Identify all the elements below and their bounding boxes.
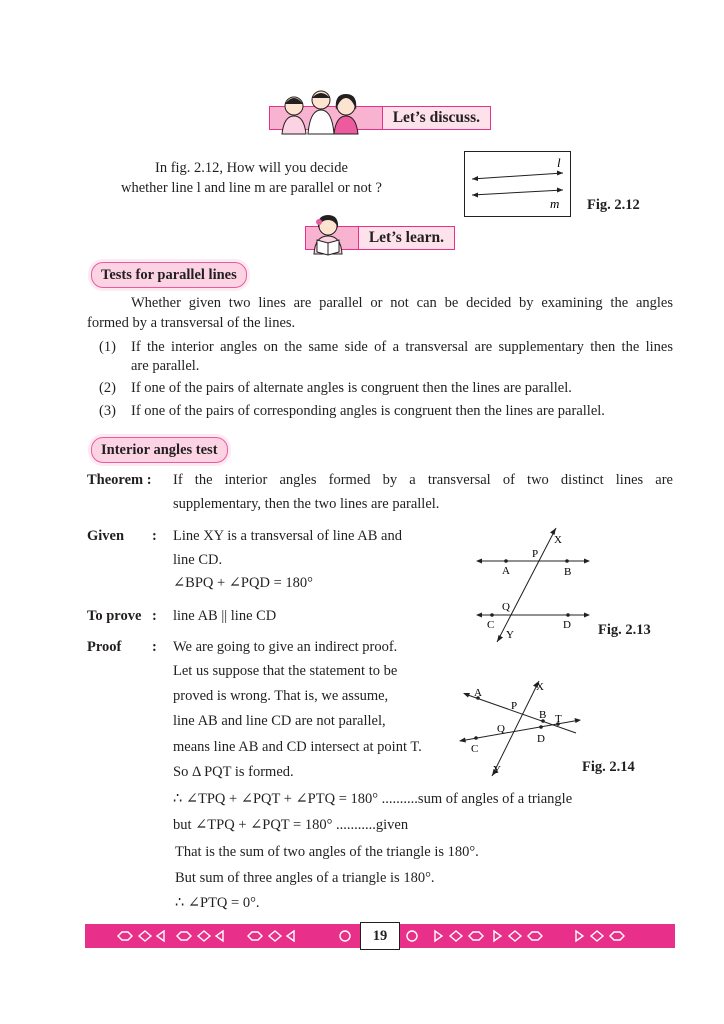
- point-c-label: C: [487, 619, 495, 631]
- given-line-1: Line XY is a transversal of line AB and: [173, 528, 402, 544]
- point-q-label: Q: [502, 601, 510, 613]
- point-c-label: C: [471, 743, 479, 755]
- lets-discuss-label: Let’s discuss.: [382, 107, 490, 129]
- proof-line: But sum of three angles of a triangle is 180°.: [175, 870, 435, 886]
- point-b-label: B: [539, 709, 547, 721]
- given-line-3: ∠BPQ + ∠PQD = 180°: [173, 575, 313, 591]
- proof-label: Proof: [87, 639, 122, 655]
- line-l-label: l: [557, 155, 561, 170]
- point-t-label: T: [555, 713, 562, 725]
- proof-line: So Δ PQT is formed.: [173, 764, 294, 780]
- tests-heading: Tests for parallel lines: [91, 262, 247, 288]
- theorem-label: Theorem :: [87, 472, 152, 488]
- reading-girl-icon: [309, 212, 347, 256]
- given-label: Given: [87, 528, 125, 544]
- question-line-2: whether line l and line m are parallel or not ?: [121, 180, 382, 196]
- point-a-label: A: [502, 565, 510, 577]
- proof-line: line AB and line CD are not parallel,: [173, 713, 386, 729]
- lets-learn-label: Let’s learn.: [358, 227, 454, 249]
- question-line-1: In fig. 2.12, How will you decide: [155, 160, 348, 176]
- line-m-label: m: [550, 196, 560, 211]
- figure-2-12: [464, 151, 571, 217]
- point-x-label: X: [536, 681, 544, 693]
- point-y-label: Y: [493, 764, 501, 776]
- to-prove-label: To prove: [87, 608, 142, 624]
- test-item-text: If one of the pairs of alternate angles is congruent then the lines are parallel.: [131, 380, 572, 396]
- point-p-label: P: [511, 700, 518, 712]
- proof-line: We are going to give an indirect proof.: [173, 639, 398, 655]
- proof-colon: :: [152, 639, 157, 655]
- test-item-number: (3): [99, 403, 116, 419]
- fig-2-14-label: Fig. 2.14: [582, 759, 635, 775]
- tests-intro-line-1: Whether given two lines are parallel or not can be decided by examining the angles: [131, 295, 673, 311]
- given-line-2: line CD.: [173, 552, 223, 568]
- test-item-text: If one of the pairs of corresponding angles is congruent then the lines are parallel.: [131, 403, 605, 419]
- test-item-number: (2): [99, 380, 116, 396]
- point-p-label: P: [532, 548, 539, 560]
- theorem-line-2: supplementary, then the two lines are parallel.: [173, 496, 440, 512]
- given-colon: :: [152, 528, 157, 544]
- point-b-label: B: [564, 566, 572, 578]
- footer-ornament-right: [402, 926, 642, 946]
- proof-line: Let us suppose that the statement to be: [173, 663, 398, 679]
- figure-2-13: [470, 522, 595, 647]
- tests-intro-line-2: formed by a transversal of the lines.: [87, 315, 296, 331]
- proof-line: means line AB and CD intersect at point T.: [173, 739, 422, 755]
- figure-2-14: [455, 672, 590, 782]
- theorem-line-1: If the interior angles formed by a transversal of two distinct lines are: [173, 472, 673, 488]
- proof-line: ∴ ∠TPQ + ∠PQT + ∠PTQ = 180° ..........sum of angles of a triangle: [173, 791, 573, 807]
- proof-line: proved is wrong. That is, we assume,: [173, 688, 389, 704]
- to-prove-colon: :: [152, 608, 157, 624]
- page-number: 19: [360, 922, 400, 950]
- children-icon: [276, 88, 366, 136]
- proof-line: ∴ ∠PTQ = 0°.: [175, 895, 260, 911]
- point-d-label: D: [563, 619, 571, 631]
- footer-ornament-left: [115, 926, 355, 946]
- test-item-text-cont: are parallel.: [131, 358, 200, 374]
- fig-2-13-label: Fig. 2.13: [598, 622, 651, 638]
- proof-line: That is the sum of two angles of the triangle is 180°.: [175, 844, 479, 860]
- point-q-label: Q: [497, 723, 505, 735]
- interior-angles-heading: Interior angles test: [91, 437, 228, 463]
- point-x-label: X: [554, 534, 562, 546]
- to-prove-text: line AB || line CD: [173, 608, 277, 624]
- point-a-label: A: [474, 687, 482, 699]
- point-y-label: Y: [506, 629, 514, 641]
- point-d-label: D: [537, 733, 545, 745]
- test-item-text: If the interior angles on the same side of a transversal are supplementary then the lines: [131, 339, 673, 355]
- fig-2-12-label: Fig. 2.12: [587, 197, 640, 213]
- test-item-number: (1): [99, 339, 116, 355]
- proof-line: but ∠TPQ + ∠PQT = 180° ...........given: [173, 817, 409, 833]
